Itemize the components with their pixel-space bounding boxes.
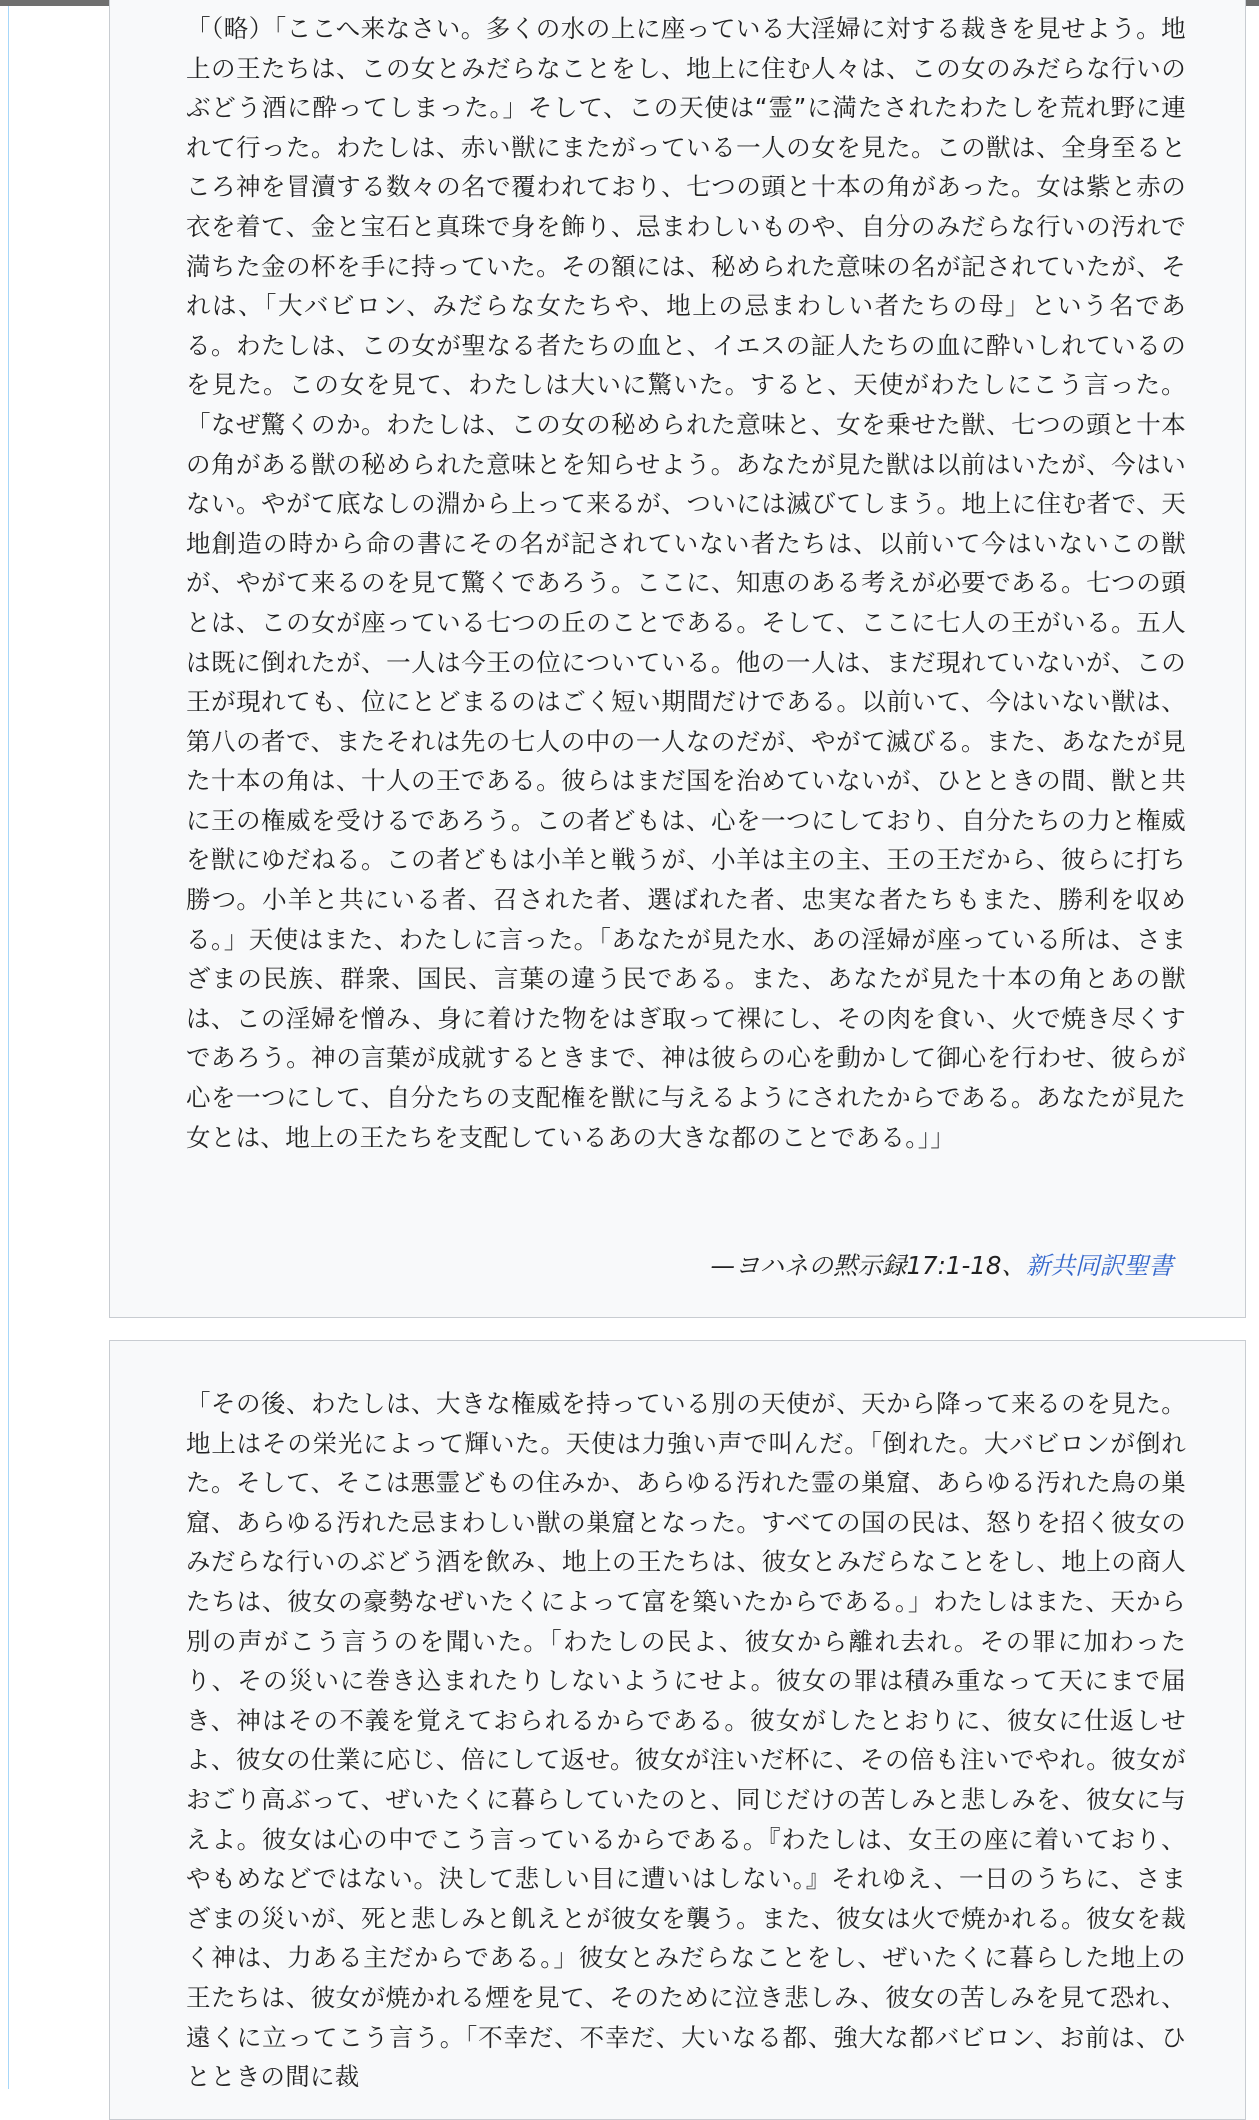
quote-citation [710,1247,1173,1282]
citation-source: —ヨハネの黙示録17:1-18、 [710,1251,1026,1280]
quote-text: 「（略）「ここへ来なさい。多くの水の上に座っている大淫婦に対する裁きを見せよう。地上の王たちは、この女とみだらなことをし、地上に住む人々は、この女のみだらな行いのぶどう酒に酔ってしまった。」そして、この天使は“霊”に満たされたわたしを荒れ野に連れて行った。わたしは、赤い獣にまたがっている一人の女を見た。この獣は、全身至るところ神を冒瀆する数々の名で覆われており、七つの頭と十本の角があった。女は紫と赤の衣を着て、金と宝石と真珠で身を飾り、忌まわしいものや、自分のみだらな行いの汚れで満ちた金の杯を手に持っていた。その額には、秘められた意味の名が記されていたが、それは、「大バビロン、みだらな女たちや、地上の忌まわしい者たちの母」という名である。わたしは、この女が聖なる者たちの血と、イエスの証人たちの血に酔いしれているのを見た。この女を見て、わたしは大いに驚いた。すると、天使がわたしにこう言った。「なぜ驚くのか。わたしは、この女の秘められた意味と、女を乗せた獣、七つの頭と十本の角がある獣の秘められた意味とを知らせよう。あなたが見た獣は以前はいたが、今はいない。やがて底なしの淵から上って来るが、ついには滅びてしまう。地上に住む者で、天地創造の時から命の書にその名が記されていない者たちは、以前いて今はいないこの獣が、やがて来るのを見て驚くであろう。ここに、知恵のある考えが必要である。七つの頭とは、この女が座っている七つの丘のことである。そして、ここに七人の王がいる。五人は既に倒れたが、一人は今王の位についている。他の一人は、まだ現れていないが、この王が現れても、位にとどまるのはごく短い期間だけである。以前いて、今はいない獣は、第八の者で、またそれは先の七人の中の一人なのだが、やがて滅びる。また、あなたが見た十本の角は、十人の王である。彼らはまだ国を治めていないが、ひとときの間、獣と共に王の権威を受けるであろう。この者どもは、心を一つにしており、自分たちの力と権威を獣にゆだねる。この者どもは小羊と戦うが、小羊は主の主、王の王だから、彼らに打ち勝つ。小羊と共にいる者、召された者、選ばれた者、忠実な者たちもまた、勝利を収める。」天使はまた、わたしに言った。「あなたが見た水、あの淫婦が座っている所は、さまざまの民族、群衆、国民、言葉の違う民である。また、あなたが見た十本の角とあの獣は、この淫婦を憎み、身に着けた物をはぎ取って裸にし、その肉を食い、火で焼き尽くすであろう。神の言葉が成就するときまで、神は彼らの心を動かして御心を行わせ、彼らが心を一つにして、自分たちの支配権を獣に与えるようにされたからである。あなたが見た女とは、地上の王たちを支配しているあの大きな都のことである。」」 [186,14,1187,1152]
quote-box-revelation-17 [109,0,1246,1318]
citation-link-new-interconfessional-bible[interactable]: 新共同訳聖書 [1026,1251,1173,1280]
quote-text: 「その後、わたしは、大きな権威を持っている別の天使が、天から降って来るのを見た。地上はその栄光によって輝いた。天使は力強い声で叫んだ。「倒れた。大バビロンが倒れた。そして、そこは悪霊どもの住みか、あらゆる汚れた霊の巣窟、あらゆる汚れた鳥の巣窟、あらゆる汚れた忌まわしい獣の巣窟となった。すべての国の民は、怒りを招く彼女のみだらな行いのぶどう酒を飲み、地上の王たちは、彼女とみだらなことをし、地上の商人たちは、彼女の豪勢なぜいたくによって富を築いたからである。」わたしはまた、天から別の声がこう言うのを聞いた。「わたしの民よ、彼女から離れ去れ。その罪に加わったり、その災いに巻き込まれたりしないようにせよ。彼女の罪は積み重なって天にまで届き、神はその不義を覚えておられるからである。彼女がしたとおりに、彼女に仕返しせよ、彼女の仕業に応じ、倍にして返せ。彼女が注いだ杯に、その倍も注いでやれ。彼女がおごり高ぶって、ぜいたくに暮らしていたのと、同じだけの苦しみと悲しみを、彼女に与えよ。彼女は心の中でこう言っているからである。『わたしは、女王の座に着いており、やもめなどではない。決して悲しい目に遭いはしない。』それゆえ、一日のうちに、さまざまの災いが、死と悲しみと飢えとが彼女を襲う。また、彼女は火で焼かれる。彼女を裁く神は、力ある主だからである。」彼女とみだらなことをし、ぜいたくに暮らした地上の王たちは、彼女が焼かれる煙を見て、そのために泣き悲しみ、彼女の苦しみを見て恐れ、遠くに立ってこう言う。「不幸だ、不幸だ、大いなる都、強大な都バビロン、お前は、ひとときの間に裁 [186,1389,1186,2092]
quote-box-revelation-18 [109,1340,1246,2120]
left-content-border [8,6,9,2089]
